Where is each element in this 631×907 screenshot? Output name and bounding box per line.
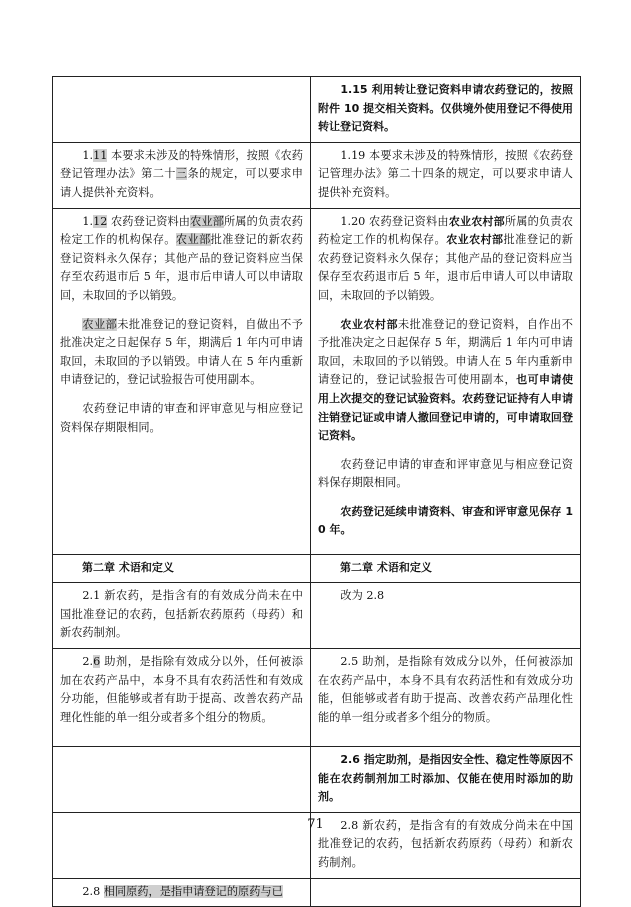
text-segment: 批准登记的新农药登记资料永久保存；其他产品的登记资料应当保存至农药退市后 5 年，退市后申请人可以申请取回，未取回的予以销毁。 <box>60 233 303 302</box>
text-segment: 第二章 术语和定义 <box>82 560 174 574</box>
text-segment: 未批准登记的登记资料，自做出不予批准决定之日起保存 5 年，期满后 1 年内可申请取回，未取回的予以销毁。申请人在 5 年内重新申请登记的，登记试验报告可使用副本。 <box>60 317 303 387</box>
text-segment: 批准登记的新农药登记资料永久保存；其他产品的登记资料应当保存至农药退市后 5 年，退市后申请人可以申请取回，未取回的予以销毁。 <box>318 233 573 302</box>
text-segment: 1.19 本要求未涉及的特殊情形，按照《农药登记管理办法》第二十四条的规定，可以要求申请人提供补充资料。 <box>318 148 573 199</box>
revised-text-cell <box>311 77 581 143</box>
revised-text-cell <box>311 878 581 907</box>
text-segment: 所属的负责农药检定工作的机构保存。 <box>60 214 303 247</box>
original-text-cell <box>53 77 311 143</box>
highlighted-text: 农业部 <box>82 317 118 331</box>
paragraph <box>60 653 303 727</box>
text-segment: 改为 2.8 <box>340 589 385 603</box>
original-text-cell <box>53 554 311 583</box>
text-segment: 助剂，是指除有效成分以外，任何被添加在农药产品中，本身不具有农药活性和有效成分功能，但能够或者有助于提高、改善农药产品理化性能的单一组分或者多个组分的物质。 <box>60 654 303 724</box>
table-row <box>53 746 581 812</box>
revised-text-cell <box>311 583 581 649</box>
revised-text-cell <box>311 554 581 583</box>
bold-text: 2.6 指定助剂，是指因安全性、稳定性等原因不能在农药制剂加工时添加、仅能在使用时添加的助剂。 <box>318 752 573 804</box>
revised-text-cell <box>311 746 581 812</box>
table-row <box>53 878 581 907</box>
highlighted-text: 相同原药，是指申请登记的原药与已 <box>103 884 283 898</box>
text-segment: 2.8 <box>82 884 104 898</box>
bold-text: 也可申请使用上次提交的登记试验资料。农药登记证持有人申请注销登记证或申请人撤回登记申请的，可申请取回登记资料。 <box>318 373 573 443</box>
bold-text: 农业农村部 <box>448 214 505 228</box>
paragraph <box>318 147 573 203</box>
bold-text: 农业农村部 <box>446 233 504 247</box>
table-row <box>53 648 581 746</box>
text-segment: 农药登记申请的审查和评审意见与相应登记资料保存期限相同。 <box>60 401 303 434</box>
original-text-cell <box>53 746 311 812</box>
paragraph <box>318 81 573 137</box>
text-segment: 农药登记资料由 <box>107 214 191 228</box>
highlighted-text: 三 <box>175 167 188 181</box>
original-text-cell <box>53 583 311 649</box>
highlighted-text: 农业部 <box>175 233 211 247</box>
original-text-cell <box>53 142 311 208</box>
paragraph <box>60 213 303 306</box>
paragraph <box>318 503 573 540</box>
text-segment: 2.1 新农药，是指含有的有效成分尚未在中国批准登记的农药，包括新农药原药（母药）和新农药制剂。 <box>60 589 303 640</box>
text-segment: 1. <box>82 214 94 228</box>
text-segment: 2.8 新农药，是指含有的有效成分尚未在中国批准登记的农药，包括新农药原药（母药）和新农药制剂。 <box>318 818 573 869</box>
text-segment: 1. <box>82 148 94 162</box>
paragraph <box>60 147 303 203</box>
original-text-cell <box>53 208 311 554</box>
paragraph <box>60 316 303 390</box>
bold-text: 农药登记延续申请资料、审查和评审意见保存 10 年。 <box>318 504 573 537</box>
original-text-cell <box>53 878 311 907</box>
revised-text-cell <box>311 142 581 208</box>
comparison-table <box>52 76 581 907</box>
text-segment: 第二章 术语和定义 <box>340 560 432 574</box>
table-row <box>53 208 581 554</box>
paragraph <box>318 751 573 807</box>
highlighted-text: 6 <box>93 654 101 668</box>
bold-text: 1.15 利用转让登记资料申请农药登记的，按照附件 10 提交相关资料。仅供境外使用登记不得使用转让登记资料。 <box>318 83 573 134</box>
table-row <box>53 583 581 649</box>
paragraph <box>318 653 573 727</box>
highlighted-text: 农业部 <box>190 214 224 228</box>
paragraph <box>318 213 573 306</box>
revised-text-cell <box>311 208 581 554</box>
text-segment: 1.20 农药登记资料由 <box>340 214 449 228</box>
paragraph <box>318 456 573 493</box>
original-text-cell <box>53 648 311 746</box>
highlighted-text: 12 <box>93 214 108 228</box>
table-row <box>53 142 581 208</box>
text-segment: 未批准登记的登记资料，自作出不予批准决定之日起保存 5 年，期满后 1 年内可申请取回，未取回的予以销毁。申请人在 5 年内重新申请登记的，登记试验报告可使用副本， <box>318 317 573 387</box>
page-number: 71 <box>307 817 324 832</box>
chapter-heading <box>318 559 573 578</box>
paragraph <box>60 400 303 437</box>
chapter-heading <box>60 559 303 578</box>
highlighted-text: 11 <box>93 148 108 162</box>
text-segment: 2. <box>82 654 94 668</box>
text-segment: 所属的负责农药检定工作的机构保存。 <box>318 214 573 247</box>
table-row <box>53 77 581 143</box>
text-segment: 本要求未涉及的特殊情形，按照《农药登记管理办法》第二十 <box>60 148 303 181</box>
chapter-row <box>53 554 581 583</box>
paragraph <box>318 587 573 606</box>
text-segment: 条的规定，可以要求申请人提供补充资料。 <box>60 167 303 199</box>
revised-text-cell <box>311 648 581 746</box>
text-segment: 2.5 助剂，是指除有效成分以外，任何被添加在农药产品中，本身不具有农药活性和有效成分功能，但能够或者有助于提高、改善农药产品理化性能的单一组分或者多个组分的物质。 <box>318 654 573 724</box>
text-segment: 农药登记申请的审查和评审意见与相应登记资料保存期限相同。 <box>318 457 573 490</box>
paragraph <box>318 316 573 446</box>
bold-text: 农业农村部 <box>340 317 398 331</box>
paragraph <box>60 587 303 643</box>
